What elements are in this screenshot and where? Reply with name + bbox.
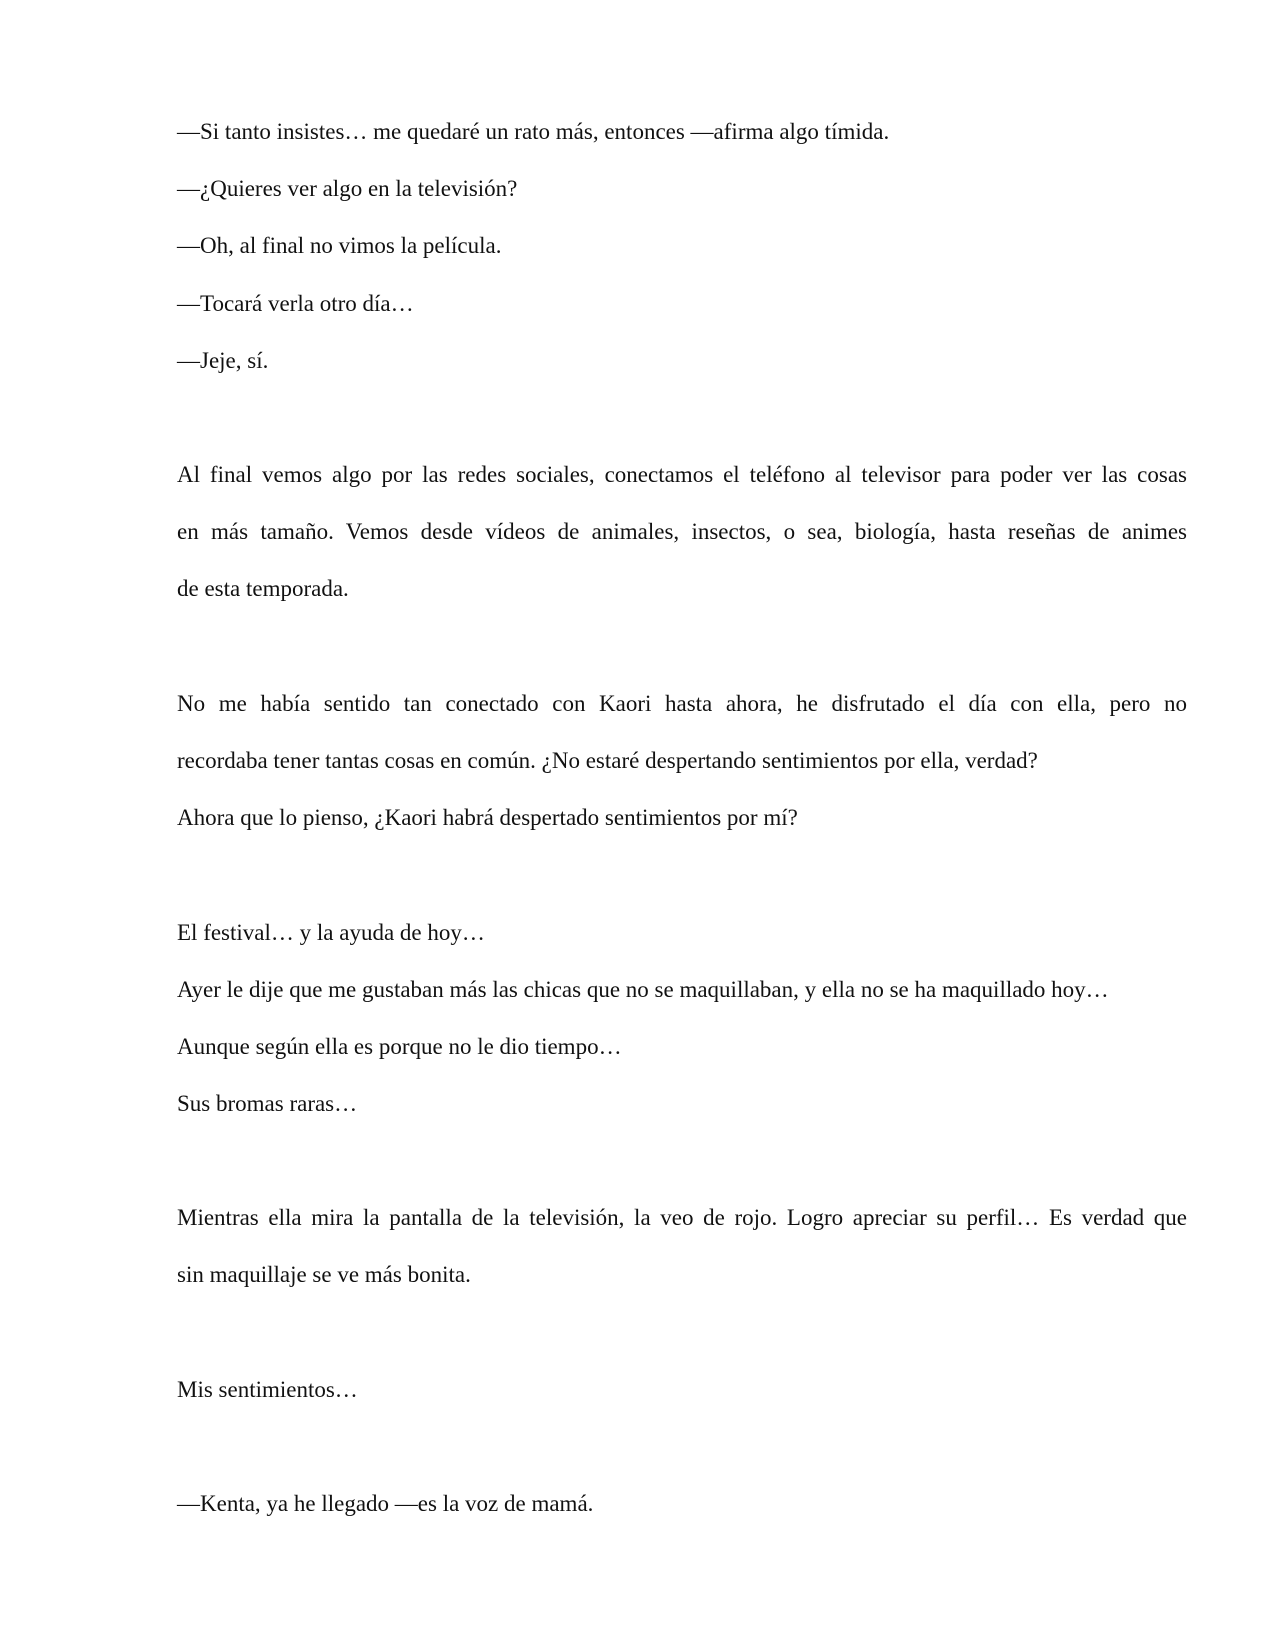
paragraph-5-line-1: Mis sentimientos… bbox=[177, 1377, 358, 1402]
dialogue-line-1: —Si tanto insistes… me quedaré un rato más, entonces —afirma algo tímida. bbox=[177, 119, 890, 144]
paragraph-1-line-2: en más tamaño. Vemos desde vídeos de animales, insectos, o sea, biología, hasta reseñas de animes bbox=[177, 519, 1187, 544]
paragraph-2-line-2: recordaba tener tantas cosas en común. ¿No estaré despertando sentimientos por ella, verdad? bbox=[177, 748, 1038, 773]
paragraph-2-line-3: Ahora que lo pienso, ¿Kaori habrá despertado sentimientos por mí? bbox=[177, 805, 798, 830]
paragraph-3-line-2: Ayer le dije que me gustaban más las chicas que no se maquillaban, y ella no se ha maquillado hoy… bbox=[177, 977, 1109, 1002]
paragraph-4-line-2: sin maquillaje se ve más bonita. bbox=[177, 1262, 471, 1287]
paragraph-2-line-1: No me había sentido tan conectado con Kaori hasta ahora, he disfrutado el día con ella, pero no bbox=[177, 691, 1187, 716]
paragraph-4-line-1: Mientras ella mira la pantalla de la televisión, la veo de rojo. Logro apreciar su perfil… Es verdad que bbox=[177, 1205, 1187, 1230]
paragraph-1-line-3: de esta temporada. bbox=[177, 576, 349, 601]
paragraph-3-line-4: Sus bromas raras… bbox=[177, 1091, 358, 1116]
dialogue-line-6: —Kenta, ya he llegado —es la voz de mamá. bbox=[177, 1491, 594, 1516]
dialogue-line-5: —Jeje, sí. bbox=[177, 348, 269, 373]
dialogue-line-3: —Oh, al final no vimos la película. bbox=[177, 233, 502, 258]
paragraph-3-line-1: El festival… y la ayuda de hoy… bbox=[177, 920, 485, 945]
paragraph-1-line-1: Al final vemos algo por las redes sociales, conectamos el teléfono al televisor para poder ver las cosas bbox=[177, 462, 1187, 487]
paragraph-3-line-3: Aunque según ella es porque no le dio tiempo… bbox=[177, 1034, 622, 1059]
dialogue-line-4: —Tocará verla otro día… bbox=[177, 291, 414, 316]
dialogue-line-2: —¿Quieres ver algo en la televisión? bbox=[177, 176, 518, 201]
